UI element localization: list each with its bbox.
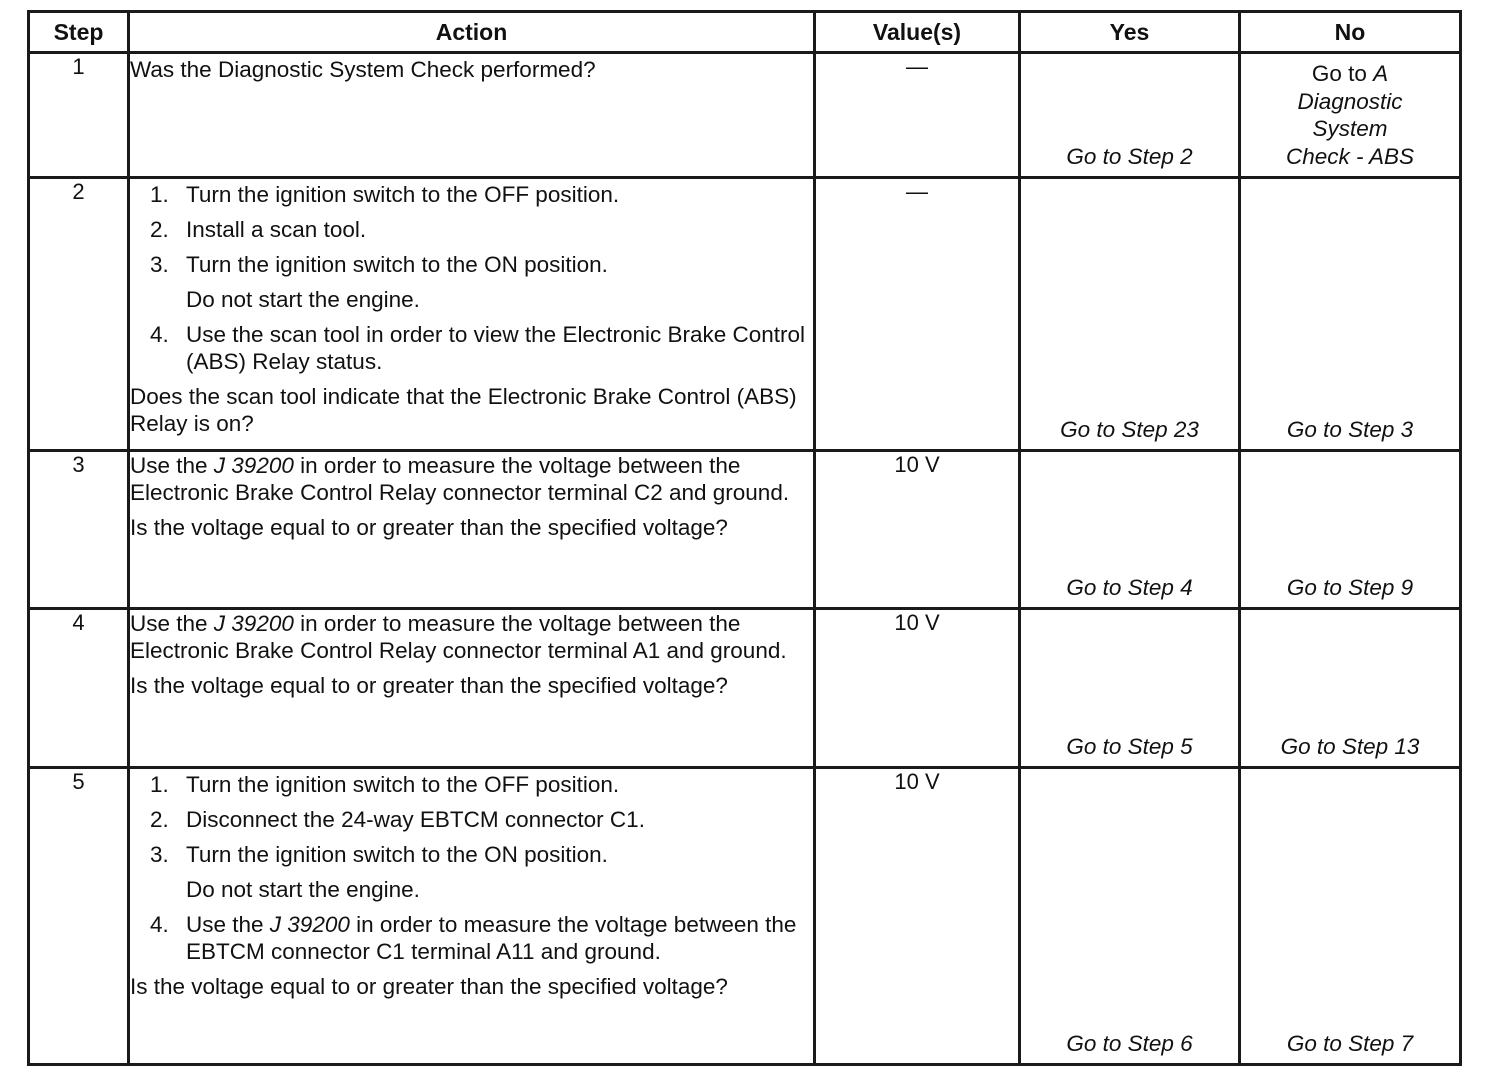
value-cell: 10 V xyxy=(815,768,1020,1065)
action-question: Is the voltage equal to or greater than the specified voltage? xyxy=(130,515,728,540)
action-question: Is the voltage equal to or greater than the specified voltage? xyxy=(130,673,728,698)
value-cell: 10 V xyxy=(815,451,1020,609)
table-row xyxy=(29,451,1461,609)
table-row xyxy=(29,609,1461,768)
tool-name: J 39200 xyxy=(269,912,350,937)
list-item: 1. Turn the ignition switch to the OFF position. xyxy=(150,772,620,797)
action-question: Is the voltage equal to or greater than the specified voltage? xyxy=(130,974,728,999)
no-cell xyxy=(1240,609,1461,768)
yes-cell xyxy=(1020,53,1240,178)
no-goto[interactable]: Go to Step 3 xyxy=(1286,417,1414,442)
list-item: 2. Disconnect the 24-way EBTCM connector C1. xyxy=(150,807,645,832)
yes-goto[interactable]: Go to Step 23 xyxy=(1060,417,1199,442)
action-steps-list xyxy=(130,771,813,965)
action-question: Does the scan tool indicate that the Electronic Brake Control (ABS) Relay is on? xyxy=(130,384,797,436)
no-cell xyxy=(1240,53,1461,178)
header-action: Action xyxy=(129,12,815,53)
list-item: 3. Turn the ignition switch to the ON position. Do not start the engine. xyxy=(150,252,608,312)
header-no: No xyxy=(1240,12,1461,53)
action-cell xyxy=(129,768,815,1065)
action-cell xyxy=(129,609,815,768)
action-instruction: Use the J 39200 in order to measure the voltage between the Electronic Brake Control Relay connector terminal C2 and ground. xyxy=(130,453,790,505)
tool-name: J 39200 xyxy=(213,611,294,636)
value-cell: 10 V xyxy=(815,609,1020,768)
action-cell xyxy=(129,451,815,609)
list-item: 2. Install a scan tool. xyxy=(150,217,367,242)
list-item: 1. Turn the ignition switch to the OFF position. xyxy=(150,182,620,207)
step-number: 5 xyxy=(29,768,129,1065)
header-values: Value(s) xyxy=(815,12,1020,53)
header-yes: Yes xyxy=(1020,12,1240,53)
yes-goto[interactable]: Go to Step 5 xyxy=(1066,734,1193,759)
step-number: 4 xyxy=(29,609,129,768)
action-instruction: Use the J 39200 in order to measure the voltage between the Electronic Brake Control Relay connector terminal A1 and ground. xyxy=(130,611,787,663)
no-goto-line3: System xyxy=(1312,116,1388,141)
no-goto[interactable]: Go to Step 9 xyxy=(1286,575,1414,600)
value-cell: — xyxy=(815,178,1020,451)
header-step: Step xyxy=(29,12,129,53)
list-item: 4. Use the scan tool in order to view the Electronic Brake Control (ABS) Relay status. xyxy=(150,322,806,374)
table-row xyxy=(29,53,1461,178)
list-item: 4. Use the J 39200 in order to measure the voltage between the EBTCM connector C1 terminal A11 and ground. xyxy=(150,912,797,964)
action-cell xyxy=(129,53,815,178)
table-row xyxy=(29,768,1461,1065)
value-cell: — xyxy=(815,53,1020,178)
no-goto[interactable] xyxy=(1241,60,1459,170)
header-row xyxy=(29,12,1461,53)
step-number: 1 xyxy=(29,53,129,178)
no-goto-line4: Check - ABS xyxy=(1286,143,1414,169)
diagnostic-table xyxy=(27,10,1462,1066)
action-question: Was the Diagnostic System Check performed? xyxy=(130,57,596,82)
yes-goto[interactable]: Go to Step 4 xyxy=(1066,575,1193,600)
action-cell xyxy=(129,178,815,451)
no-goto[interactable]: Go to Step 7 xyxy=(1286,1031,1414,1056)
yes-cell xyxy=(1020,609,1240,768)
yes-cell xyxy=(1020,768,1240,1065)
action-steps-list xyxy=(130,181,813,375)
no-goto-line2: Diagnostic xyxy=(1297,88,1403,114)
no-cell xyxy=(1240,451,1461,609)
no-goto-prefix: Go to xyxy=(1311,61,1367,86)
step-number: 2 xyxy=(29,178,129,451)
table-row xyxy=(29,178,1461,451)
yes-goto[interactable]: Go to Step 6 xyxy=(1066,1031,1193,1056)
list-item: 3. Turn the ignition switch to the ON position. Do not start the engine. xyxy=(150,842,608,902)
step-number: 3 xyxy=(29,451,129,609)
no-cell xyxy=(1240,178,1461,451)
no-goto[interactable]: Go to Step 13 xyxy=(1280,734,1420,759)
yes-cell xyxy=(1020,178,1240,451)
yes-goto[interactable]: Go to Step 2 xyxy=(1066,144,1193,169)
no-goto-line1: A xyxy=(1373,61,1389,86)
yes-cell xyxy=(1020,451,1240,609)
no-cell xyxy=(1240,768,1461,1065)
tool-name: J 39200 xyxy=(213,453,294,478)
